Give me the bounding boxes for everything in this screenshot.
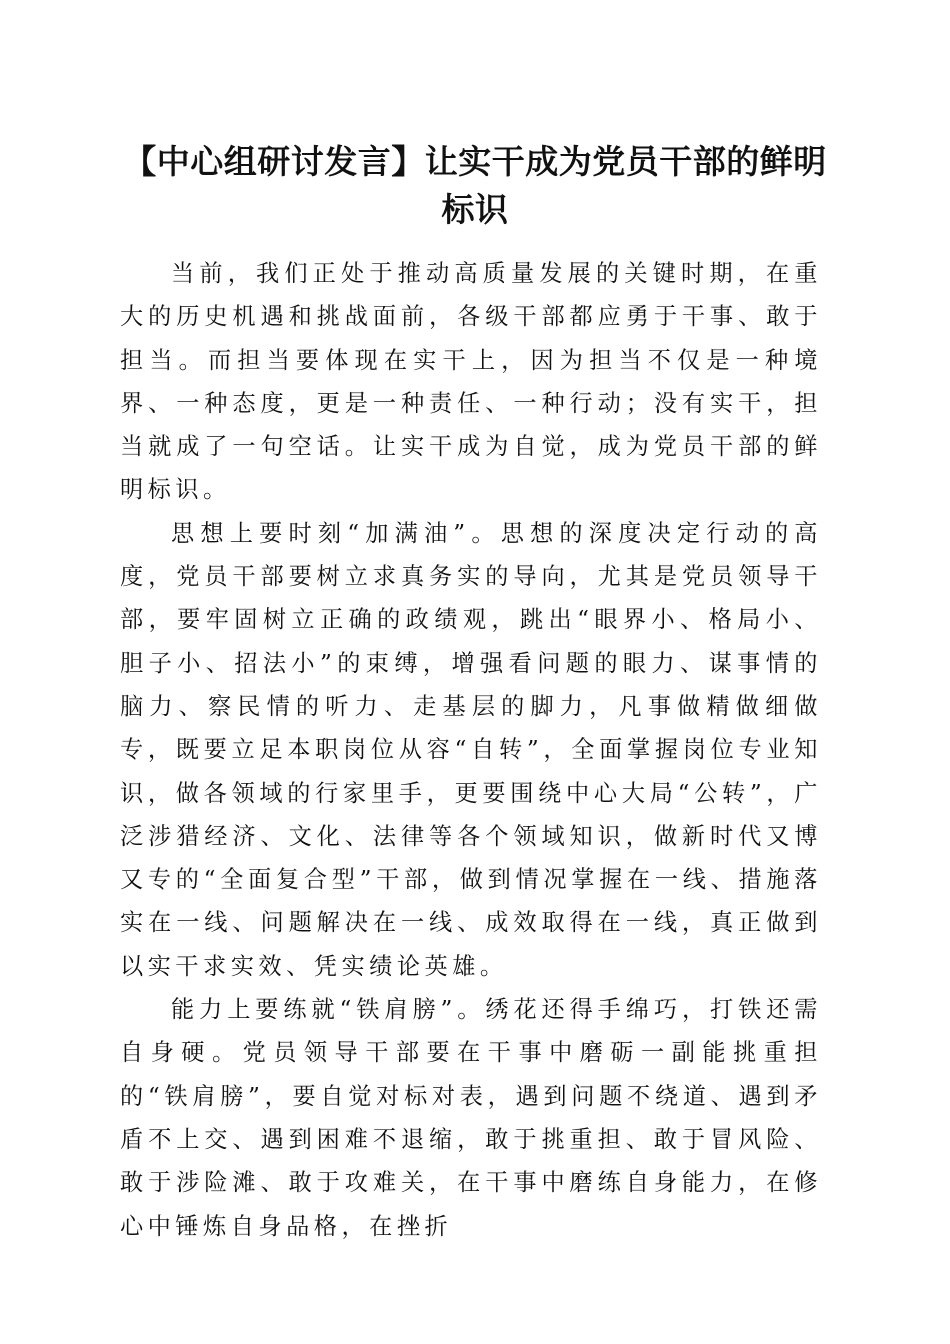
paragraph-intro: 当前，我们正处于推动高质量发展的关键时期，在重大的历史机遇和挑战面前，各级干部都应勇于干事、敢于担当。而担当要体现在实干上，因为担当不仅是一种境界、一种态度，更是一种责任、一种行动；没有实干，担当就成了一句空话。让实干成为自觉，成为党员干部的鲜明标识。 [120, 260, 822, 504]
document-body [120, 252, 822, 1248]
paragraph-ability: 能力上要练就“铁肩膀”。绣花还得手绵巧，打铁还需自身硬。党员领导干部要在干事中磨砺一副能挑重担的“铁肩膀”，要自觉对标对表，遇到问题不绕道、遇到矛盾不上交、遇到困难不退缩，敢于挑重担、敢于冒风险、敢于涉险滩、敢于攻难关，在干事中磨练自身能力，在修心中锤炼自身品格，在挫折 [120, 996, 822, 1240]
paragraph-thinking: 思想上要时刻“加满油”。思想的深度决定行动的高度，党员干部要树立求真务实的导向，尤其是党员领导干部，要牢固树立正确的政绩观，跳出“眼界小、格局小、胆子小、招法小”的束缚，增强看问题的眼力、谋事情的脑力、察民情的听力、走基层的脚力，凡事做精做细做专，既要立足本职岗位从容“自转”，全面掌握岗位专业知识，做各领域的行家里手，更要围绕中心大局“公转”，广泛涉猎经济、文化、法律等各个领域知识，做新时代又博又专的“全面复合型”干部，做到情况掌握在一线、措施落实在一线、问题解决在一线、成效取得在一线，真正做到以实干求实效、凭实绩论英雄。 [120, 519, 822, 980]
document-title: 【中心组研讨发言】让实干成为党员干部的鲜明标识 [123, 142, 827, 229]
